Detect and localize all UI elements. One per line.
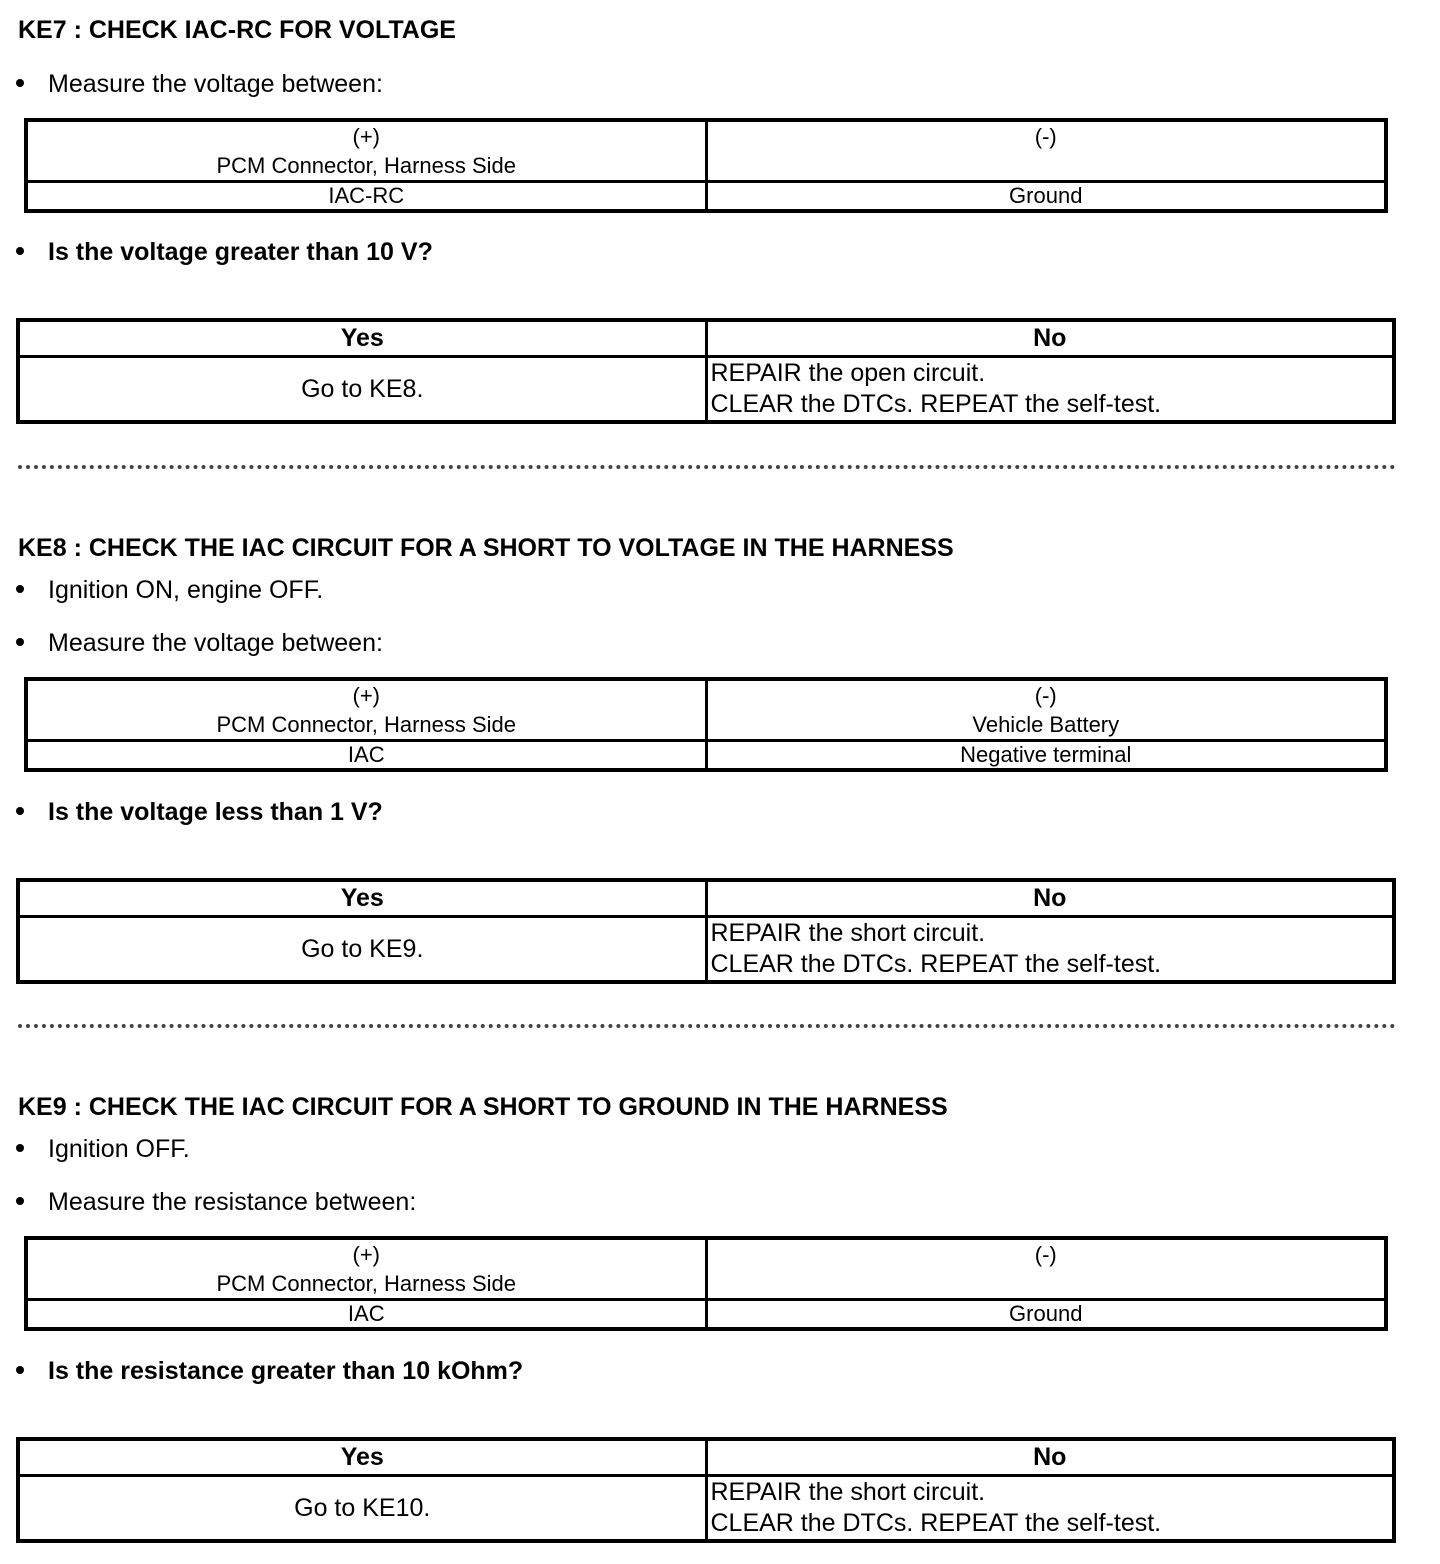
step-text: Ignition ON, engine OFF. [48, 576, 324, 604]
question-text: Is the voltage greater than 10 V? [48, 238, 433, 266]
question-text: Is the resistance greater than 10 kOhm? [48, 1357, 524, 1385]
question-item [16, 797, 383, 827]
question-text: Is the voltage less than 1 V? [48, 798, 383, 826]
minus-sign: (-) [1034, 1242, 1057, 1267]
plus-value-cell: IAC [26, 1300, 706, 1330]
bullet-icon [16, 247, 24, 255]
step-text: Measure the voltage between: [48, 629, 383, 657]
bullet-icon [16, 638, 24, 646]
no-header: No [706, 1439, 1394, 1476]
plus-sign: (+) [352, 683, 380, 708]
no-action-line: REPAIR the short circuit. [710, 1478, 986, 1506]
minus-header-cell [706, 679, 1386, 741]
no-header: No [706, 320, 1394, 357]
step-item [16, 628, 383, 658]
no-action-line: CLEAR the DTCs. REPEAT the self-test. [710, 950, 1162, 978]
plus-label: PCM Connector, Harness Side [216, 712, 517, 737]
minus-header-cell [706, 1238, 1386, 1300]
step-item [16, 69, 383, 99]
result-table [16, 1437, 1396, 1543]
no-action-line: CLEAR the DTCs. REPEAT the self-test. [710, 1509, 1162, 1537]
result-table [16, 878, 1396, 984]
section-divider [18, 465, 1396, 469]
measurement-table [24, 677, 1388, 772]
minus-value-cell: Ground [706, 182, 1386, 212]
yes-header: Yes [18, 880, 706, 917]
no-action [706, 357, 1394, 423]
plus-value-cell: IAC [26, 741, 706, 771]
plus-sign: (+) [352, 1242, 380, 1267]
yes-action: Go to KE8. [18, 357, 706, 423]
bullet-icon [16, 1366, 24, 1374]
yes-action: Go to KE9. [18, 917, 706, 983]
yes-header: Yes [18, 1439, 706, 1476]
minus-label: Vehicle Battery [972, 712, 1120, 737]
step-item [16, 1187, 416, 1217]
bullet-icon [16, 585, 24, 593]
plus-header-cell [26, 1238, 706, 1300]
minus-sign: (-) [1034, 124, 1057, 149]
step-text: Measure the resistance between: [48, 1188, 417, 1216]
no-header: No [706, 880, 1394, 917]
plus-label: PCM Connector, Harness Side [216, 153, 517, 178]
yes-header: Yes [18, 320, 706, 357]
no-action-line: REPAIR the short circuit. [710, 919, 986, 947]
step-item [16, 575, 323, 605]
no-action [706, 1476, 1394, 1542]
plus-label: PCM Connector, Harness Side [216, 1271, 517, 1296]
bullet-icon [16, 79, 24, 87]
no-action-line: REPAIR the open circuit. [710, 359, 986, 387]
question-item [16, 237, 433, 267]
minus-value-cell: Ground [706, 1300, 1386, 1330]
minus-header-cell [706, 120, 1386, 182]
section-heading-ke9: KE9 : CHECK THE IAC CIRCUIT FOR A SHORT TO GROUND IN THE HARNESS [18, 1093, 948, 1121]
bullet-icon [16, 1144, 24, 1152]
step-item [16, 1134, 190, 1164]
no-action [706, 917, 1394, 983]
question-item [16, 1356, 523, 1386]
bullet-icon [16, 807, 24, 815]
plus-sign: (+) [352, 124, 380, 149]
measurement-table [24, 118, 1388, 213]
bullet-icon [16, 1197, 24, 1205]
section-heading-ke7: KE7 : CHECK IAC-RC FOR VOLTAGE [18, 16, 456, 44]
measurement-table [24, 1236, 1388, 1331]
minus-sign: (-) [1034, 683, 1057, 708]
no-action-line: CLEAR the DTCs. REPEAT the self-test. [710, 390, 1162, 418]
result-table [16, 318, 1396, 424]
plus-header-cell [26, 679, 706, 741]
step-text: Measure the voltage between: [48, 70, 383, 98]
plus-header-cell [26, 120, 706, 182]
plus-value-cell: IAC-RC [26, 182, 706, 212]
step-text: Ignition OFF. [48, 1135, 190, 1163]
yes-action: Go to KE10. [18, 1476, 706, 1542]
minus-value-cell: Negative terminal [706, 741, 1386, 771]
section-divider [18, 1024, 1396, 1028]
section-heading-ke8: KE8 : CHECK THE IAC CIRCUIT FOR A SHORT TO VOLTAGE IN THE HARNESS [18, 534, 954, 562]
